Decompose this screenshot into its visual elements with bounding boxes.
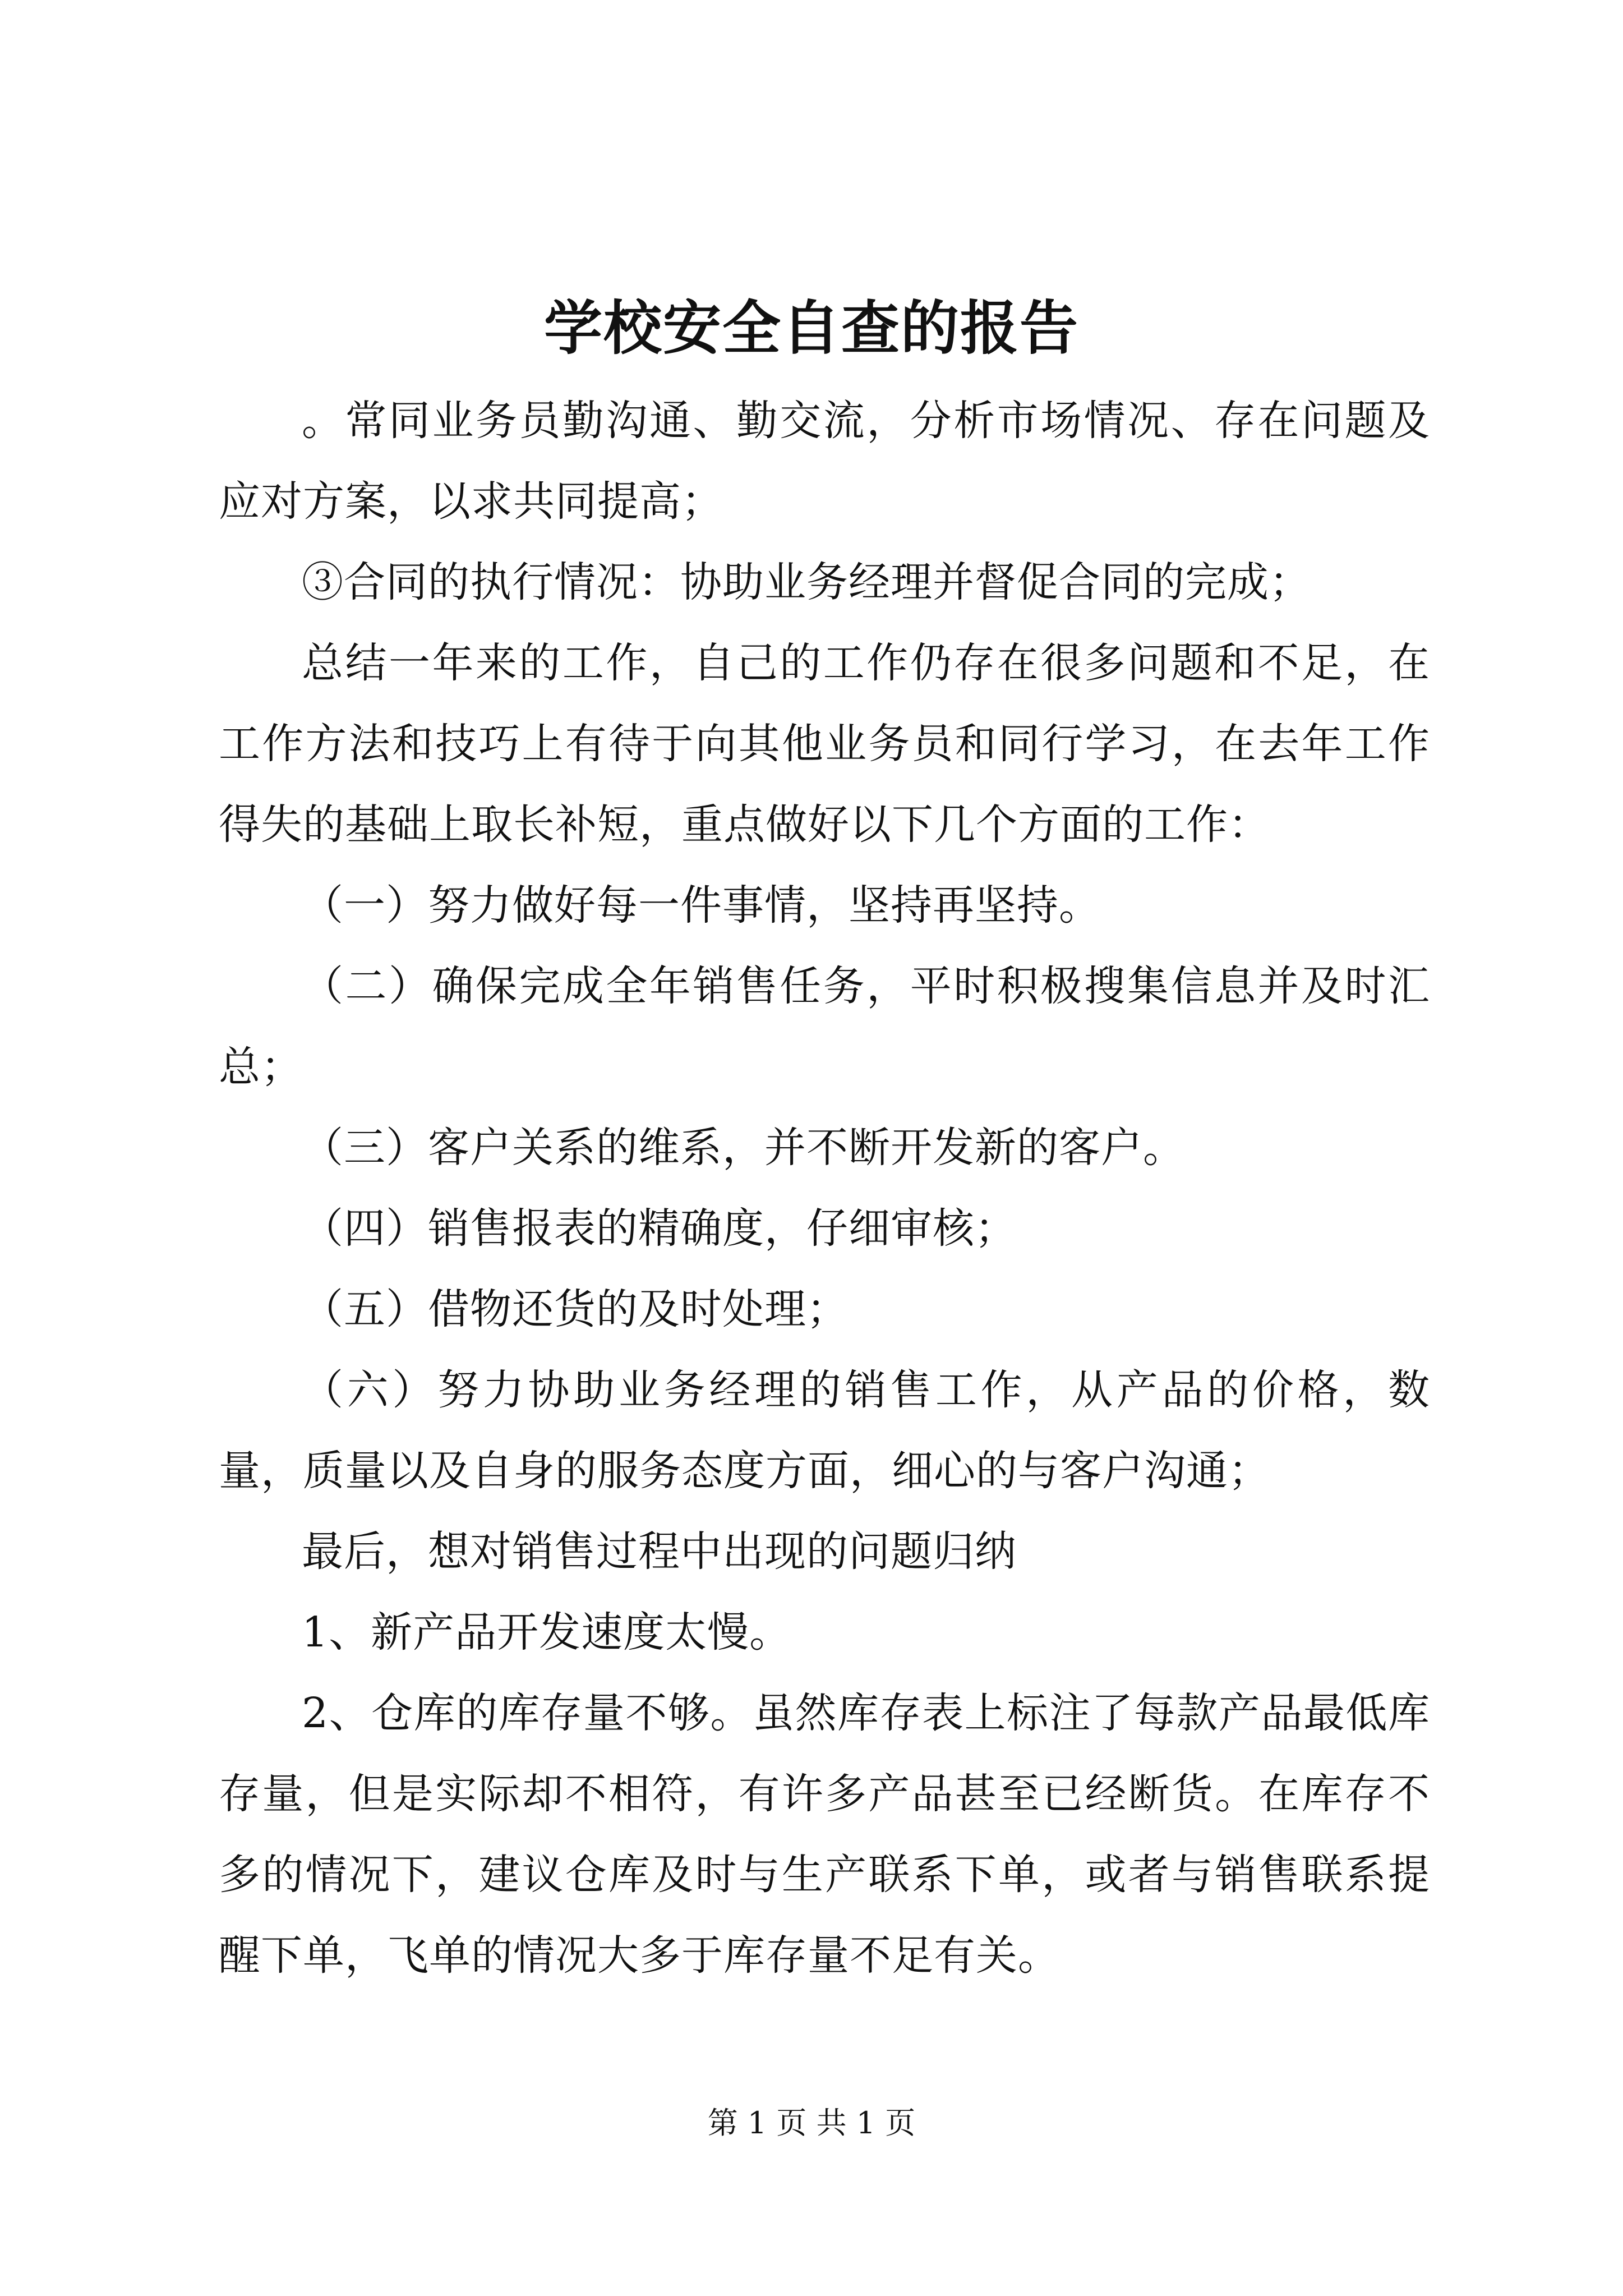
paragraph: 总结一年来的工作，自己的工作仍存在很多问题和不足，在工作方法和技巧上有待于向其他业务员和同行学习，在去年工作得失的基础上取长补短，重点做好以下几个方面的工作： bbox=[219, 639, 1430, 849]
paragraph: ③合同的执行情况：协助业务经理并督促合同的完成； bbox=[302, 558, 1311, 606]
paragraph: （四）销售报表的精确度，仔细审核； bbox=[302, 1204, 1017, 1253]
paragraph: 2、仓库的库存量不够。虽然库存表上标注了每款产品最低库存量，但是实际却不相符，有许多产品甚至已经断货。在库存不多的情况下，建议仓库及时与生产联系下单，或者与销售联系提醒下单，飞单的情况大多于库存量不足有关。 bbox=[219, 1689, 1430, 1980]
paragraph: （五）借物还货的及时处理； bbox=[302, 1285, 849, 1333]
paragraph: （二）确保完成全年销售任务，平时积极搜集信息并及时汇总； bbox=[219, 962, 1430, 1091]
paragraph: 1、新产品开发速度太慢。 bbox=[302, 1608, 792, 1657]
paragraph: （六）努力协助业务经理的销售工作，从产品的价格，数量，质量以及自身的服务态度方面，细心的与客户沟通； bbox=[219, 1366, 1430, 1495]
page-footer: 第 1 页 共 1 页 bbox=[707, 2105, 916, 2141]
paragraph: 。常同业务员勤沟通、勤交流，分析市场情况、存在问题及应对方案，以求共同提高； bbox=[219, 397, 1430, 526]
paragraph: 最后，想对销售过程中出现的问题归纳 bbox=[302, 1527, 1017, 1576]
document-title: 学校安全自查的报告 bbox=[543, 293, 1079, 362]
document-body bbox=[219, 380, 1430, 1996]
paragraph: （一）努力做好每一件事情，坚持再坚持。 bbox=[302, 881, 1101, 930]
paragraph: （三）客户关系的维系，并不断开发新的客户。 bbox=[302, 1124, 1185, 1172]
